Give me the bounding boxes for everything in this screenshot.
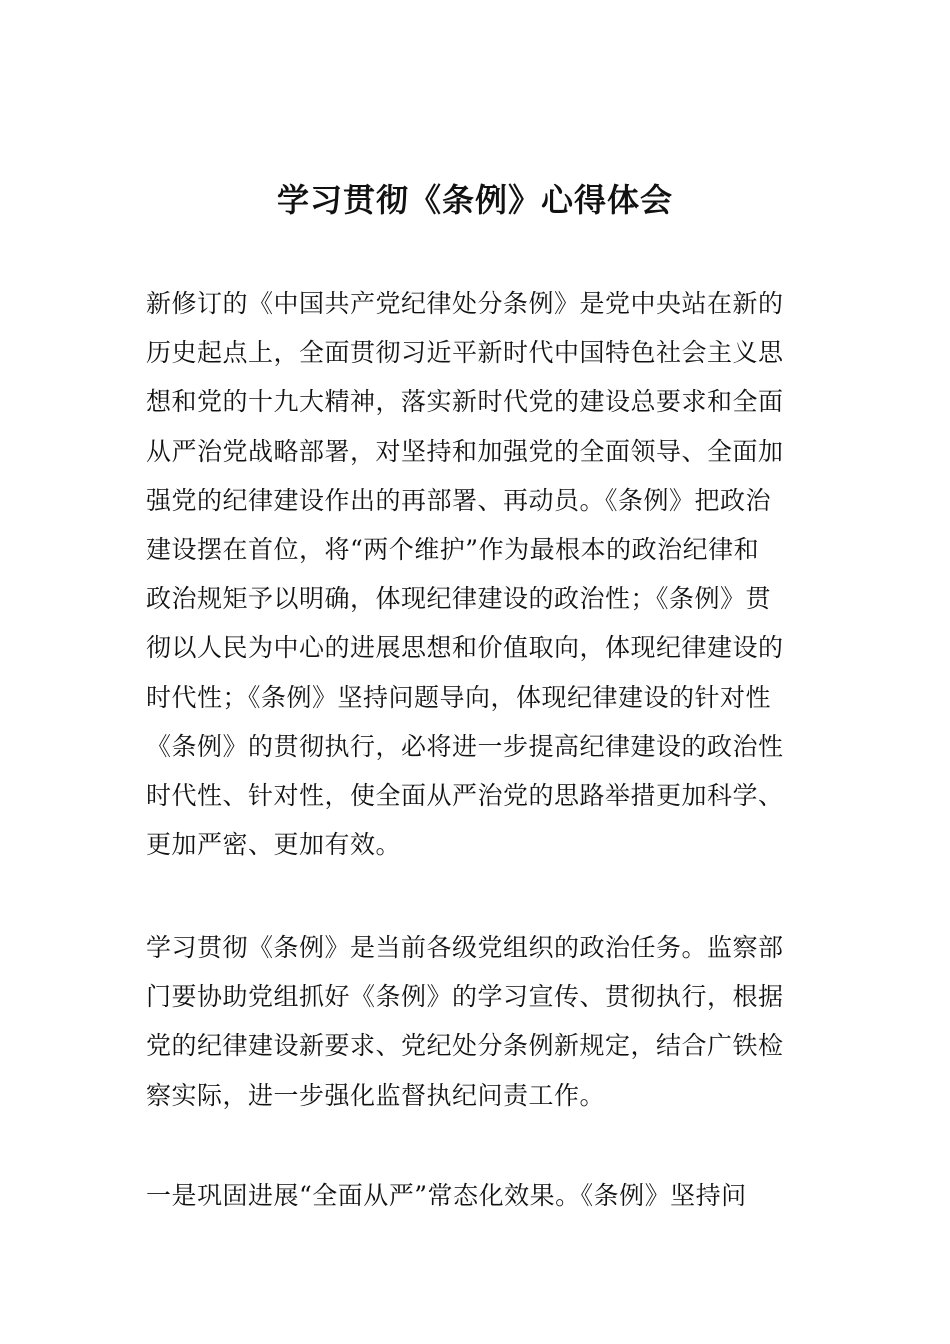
paragraph-line: 彻以人民为中心的进展思想和价值取向，体现纪律建设的 <box>146 633 784 663</box>
paragraph-2 <box>146 923 810 1120</box>
paragraph-line: 建设摆在首位，将“两个维护”作为最根本的政治纪律和 <box>146 535 760 565</box>
paragraph-line: 强党的纪律建设作出的再部署、再动员。《条例》把政治 <box>146 485 772 515</box>
paragraph-line: 《条例》的贯彻执行，必将进一步提高纪律建设的政治性 <box>146 731 784 761</box>
paragraph-line: 时代性；《条例》坚持问题导向，体现纪律建设的针对性 <box>146 682 772 712</box>
paragraph-line: 新修订的《中国共产党纪律处分条例》是党中央站在新的 <box>146 289 784 318</box>
document-title: 学习贯彻《条例》心得体会 <box>276 181 673 219</box>
paragraph-line: 从严治党战略部署，对坚持和加强党的全面领导、全面加 <box>146 436 784 466</box>
paragraph-line: 政治规矩予以明确，体现纪律建设的政治性；《条例》贯 <box>146 584 772 614</box>
paragraph-line: 历史起点上，全面贯彻习近平新时代中国特色社会主义思 <box>146 338 784 368</box>
paragraph-line: 察实际，进一步强化监督执纪问责工作。 <box>146 1080 606 1110</box>
paragraph-line: 一是巩固进展“全面从严”常态化效果。《条例》坚持问 <box>146 1181 747 1210</box>
paragraph-line: 更加严密、更加有效。 <box>146 830 402 860</box>
paragraph-3 <box>146 1171 810 1220</box>
paragraph-line: 时代性、针对性，使全面从严治党的思路举措更加科学、 <box>146 781 784 811</box>
paragraph-line: 想和党的十九大精神，落实新时代党的建设总要求和全面 <box>146 387 784 417</box>
paragraph-line: 党的纪律建设新要求、党纪处分条例新规定，结合广铁检 <box>146 1031 784 1061</box>
paragraph-1 <box>146 279 810 869</box>
paragraph-line: 门要协助党组抓好《条例》的学习宣传、贯彻执行，根据 <box>146 982 784 1012</box>
paragraph-line: 学习贯彻《条例》是当前各级党组织的政治任务。监察部 <box>146 933 784 962</box>
